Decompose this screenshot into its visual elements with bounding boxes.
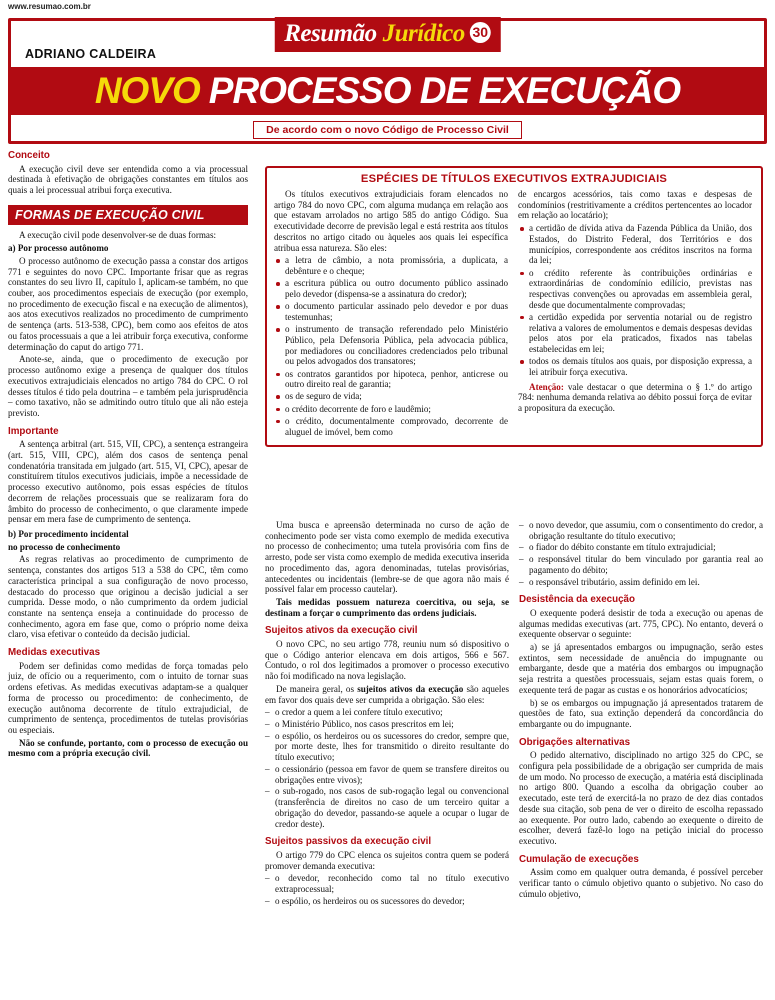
attention-text: vale destacar o que determina o § 1.º do artigo 784: nenhuma demanda relativa ao débito possui força de evitar a propositura da execução. bbox=[518, 381, 752, 414]
box-columns bbox=[274, 189, 754, 439]
sujeitos-passivos-list-cont bbox=[519, 520, 763, 587]
issue-number: 30 bbox=[470, 22, 491, 43]
list-item: todos os demais títulos aos quais, por disposição expressa, a lei atribuir força executiva. bbox=[518, 356, 752, 377]
main-title bbox=[11, 67, 764, 115]
section-conceito-title: Conceito bbox=[8, 150, 50, 161]
section-obrigacoes-title: Obrigações alternativas bbox=[519, 736, 631, 748]
formas-a-p2: Anote-se, ainda, que o procedimento de execução por processo autônomo exige a presença de qualquer dos títulos executivos extrajudiciais elencados no artigo 784 do CPC. O rol desses títulos é tido pela doutrina – e também pela jurisprudência – como taxativo, não se admitindo outro título que ali não esteja previsto. bbox=[8, 354, 248, 418]
formas-intro: A execução civil pode desenvolver-se de duas formas: bbox=[19, 230, 217, 241]
section-medidas-p1: Podem ser definidas como medidas de força tomadas pelo juiz, de ofício ou a requerimento, com o intuito de tornar suas ordens efetivas. As medidas executivas adaptam-se a qualquer forma de processo ou procedimento: de conhecimento, de execução autônoma decorrente de título extrajudicial, de cumprimento de sentença, procedimentos de tutelas provisórias ou especiais. bbox=[8, 660, 248, 736]
section-medidas-title: Medidas executivas bbox=[8, 647, 101, 659]
band-formas-execucao: FORMAS DE EXECUÇÃO CIVIL bbox=[8, 205, 248, 226]
list-item: o documento particular assinado pelo devedor e por duas testemunhas; bbox=[274, 301, 508, 322]
desistencia-item-b: b) se os embargos ou impugnação já apresentados tratarem de questões de fato, sua extinção dependerá da concordância do embargante ou do impugnante. bbox=[519, 697, 763, 730]
sujeitos-ativos-p2-post: são aqueles em favor dos quais deve ser cumprida a obrigação. São eles: bbox=[265, 683, 510, 705]
list-item: a letra de câmbio, a nota promissória, a duplicata, a debênture e o cheque; bbox=[274, 255, 508, 276]
list-item: o crédito decorrente de foro e laudêmio; bbox=[274, 404, 508, 415]
right-column bbox=[519, 520, 763, 907]
box-column-right bbox=[518, 189, 752, 439]
masthead bbox=[8, 18, 767, 144]
section-desistencia-title: Desistência da execução bbox=[519, 594, 635, 606]
cumulacao-p1: Assim como em qualquer outra demanda, é possível perceber verificar tanto o cúmulo objetivo quanto o subjetivo. No caso do cúmulo objetivo, bbox=[519, 867, 763, 899]
sujeitos-ativos-p2-bold: sujeitos ativos da execução bbox=[357, 683, 464, 694]
section-cumulacao-title: Cumulação de execuções bbox=[519, 853, 639, 865]
list-item: os contratos garantidos por hipoteca, penhor, anticrese ou outro direito real de garantia; bbox=[274, 369, 508, 390]
section-conceito-p1: A execução civil deve ser entendida como a via processual destinada à efetivação de obrigações constantes em títulos aos quais a lei processual atribui força executiva. bbox=[8, 163, 248, 195]
list-item: – o novo devedor, que assumiu, com o consentimento do credor, a obrigação resultante do título executivo; bbox=[519, 520, 763, 541]
formas-b-heading-2: no processo de conhecimento bbox=[8, 541, 121, 552]
list-item: – o espólio, os herdeiros ou os sucessores do credor, sempre que, por morte deste, lhes for transmitido o direito resultante do título executivo; bbox=[265, 731, 509, 763]
author-name: ADRIANO CALDEIRA bbox=[25, 47, 157, 61]
mid-p2: Tais medidas possuem natureza coercitiva, ou seja, se destinam a forçar o cumprimento das ordens judiciais. bbox=[265, 597, 509, 618]
box-intro: Os títulos executivos extrajudiciais foram elencados no artigo 784 do novo CPC, com alguma mudança em relação aos que estavam arrolados no artigo 585 do antigo Código. Sua executividade decorre de previsão legal e está restrita aos títulos descritos no artigo citado ou àqueles aos quais lei específica atribua essa natureza. São eles: bbox=[274, 189, 508, 253]
sujeitos-passivos-list bbox=[265, 873, 509, 906]
section-importante-title: Importante bbox=[8, 425, 59, 437]
list-item: o instrumento de transação referendado pelo Ministério Público, pela Defensoria Pública, pela advocacia pública, por mediadores ou conciliadores credenciados pelo tribunal ou pelos advogados dos transatores; bbox=[274, 324, 508, 367]
list-item: – o Ministério Público, nos casos prescritos em lei; bbox=[265, 719, 509, 730]
box-items-left bbox=[274, 255, 508, 437]
list-item: – o fiador do débito constante em título extrajudicial; bbox=[519, 542, 763, 553]
sujeitos-ativos-p1: O novo CPC, no seu artigo 778, reuniu num só dispositivo o que o Código anterior elencava em dois artigos, 566 e 567. Contudo, o rol dos legitimados a promover o processo executivo não foi modificado na nova legislação. bbox=[265, 639, 509, 682]
list-item: – o responsável titular do bem vinculado por garantia real ao pagamento do débito; bbox=[519, 554, 763, 575]
left-column bbox=[8, 150, 248, 996]
title-part-1: NOVO bbox=[94, 70, 200, 111]
sujeitos-passivos-p1: O artigo 779 do CPC elenca os sujeitos contra quem se poderá promover demanda executiva: bbox=[265, 849, 509, 871]
list-item: – o cessionário (pessoa em favor de quem se transfere direitos ou obrigações entre vivos); bbox=[265, 764, 509, 785]
box-column-left bbox=[274, 189, 508, 439]
brand-word-1: Resumão bbox=[284, 20, 377, 47]
subtitle-wrap bbox=[11, 121, 764, 139]
subtitle-badge: De acordo com o novo Código de Processo Civil bbox=[253, 121, 522, 139]
titulos-executivos-box bbox=[265, 166, 763, 447]
list-item: os de seguro de vida; bbox=[274, 391, 508, 402]
brand-logo bbox=[274, 17, 500, 52]
box-title: ESPÉCIES DE TÍTULOS EXECUTIVOS EXTRAJUDICIAIS bbox=[360, 173, 668, 185]
box-item-continuation: de encargos acessórios, tais como taxas e despesas de condomínios (restritivamente a créditos pertencentes ao locador em relação ao locatário); bbox=[518, 189, 752, 221]
list-item: – o responsável tributário, assim definido em lei. bbox=[519, 577, 763, 588]
attention-label: Atenção: bbox=[529, 381, 564, 392]
sujeitos-ativos-list bbox=[265, 707, 509, 829]
lower-columns bbox=[265, 520, 763, 907]
mid-p1: Uma busca e apreensão determinada no curso de ação de conhecimento pode ser vista como exemplo de medida executiva no processo de conhecimento; uma tutela provisória com fins de arresto, pode ser vista como exemplo de medida executiva inserida no procedimento das, agora denominadas, tutelas provisórias, antecedentes ou incidentais (lembre-se de que agora não mais é possível falar em processo cautelar). bbox=[265, 520, 509, 595]
obrigacoes-p1: O pedido alternativo, disciplinado no artigo 325 do CPC, se configura pela possibilidade de a obrigação ser cumprida de mais de um modo. No processo de execução, a matéria está disciplinada no artigo 800. Quando a escolha da obrigação couber ao executado, este terá de exercitá-la no prazo de dez dias contados desde sua citação, sob pena de ver o direito de escolha repassado ao exequente. Por outro lado, cabendo ao exequente o direito de escolher, deverá fazê-lo logo na petição inicial do processo executivo. bbox=[519, 750, 763, 847]
formas-b-heading-1: b) Por procedimento incidental bbox=[8, 528, 129, 539]
box-attention bbox=[518, 382, 752, 414]
list-item: a escritura pública ou outro documento público assinado pelo devedor (dispensa-se a assinatura do credor); bbox=[274, 278, 508, 299]
list-item: – o credor a quem a lei confere título executivo; bbox=[265, 707, 509, 718]
list-item: – o devedor, reconhecido como tal no título executivo extraprocessual; bbox=[265, 873, 509, 894]
list-item: a certidão expedida por serventia notarial ou de registro relativa a valores de emolumentos e demais despesas devidas pelos atos por ela praticados, fixados nas tabelas estabelecidas em lei; bbox=[518, 312, 752, 355]
list-item: o crédito, documentalmente comprovado, decorrente de aluguel de imóvel, bem como bbox=[274, 416, 508, 437]
site-url: www.resumao.com.br bbox=[8, 2, 91, 11]
middle-column bbox=[265, 520, 509, 907]
section-medidas-p2: Não se confunde, portanto, com o processo de execução ou mesmo com a própria execução civil. bbox=[8, 737, 248, 759]
box-items-right bbox=[518, 223, 752, 378]
brand-word-2: Jurídico bbox=[382, 20, 465, 47]
list-item: a certidão de dívida ativa da Fazenda Pública da União, dos Estados, do Distrito Federal, dos Territórios e dos municípios, correspondente aos créditos inscritos na forma da lei; bbox=[518, 223, 752, 266]
list-item: – o espólio, os herdeiros ou os sucessores do devedor; bbox=[265, 896, 509, 907]
formas-a-heading: a) Por processo autônomo bbox=[8, 243, 109, 254]
formas-a-p1: O processo autônomo de execução passa a constar dos artigos 771 e seguintes do novo CPC. Importante frisar que as regras constantes do seu livro II, capítulo I, aplicam-se também, no que couber, aos procedimentos especiais de execução (por exemplo, no procedimento de execução fiscal e na execução de alimentos), aos atos executivos realizados no procedimento de cumprimento de sentença (arts. 513-538, CPC), bem como aos efeitos de atos ou fatos processuais a que a lei atribuir força executiva, conforme determinação do caput do artigo 771. bbox=[8, 255, 248, 352]
list-item: o crédito referente às contribuições ordinárias e extraordinárias de condomínio edilício, previstas nas respectivas convenções ou aprovadas em assembleia geral, desde que documentalmente comprovadas; bbox=[518, 268, 752, 311]
sujeitos-ativos-p2 bbox=[265, 684, 509, 705]
desistencia-p1: O exequente poderá desistir de toda a execução ou apenas de algumas medidas executivas (art. 775, CPC). No entanto, deverá o exequente observar o seguinte: bbox=[519, 607, 763, 640]
formas-b-p1: As regras relativas ao procedimento de cumprimento de sentença, constantes dos artigos 513 a 538 do CPC, têm como característica principal a sua configuração de novo processo, destacado do processo que originou a decisão judicial a ser cumprida. Desse modo, o não cumprimento da ordem judicial constante na sentença enseja a continuidade do processo de conhecimento, agora em fase que, como o próprio nome deixa claro, visa efetivar o conteúdo da decisão judicial. bbox=[8, 554, 248, 640]
section-sujeitos-ativos-title: Sujeitos ativos da execução civil bbox=[265, 625, 418, 637]
title-part-2: PROCESSO DE EXECUÇÃO bbox=[208, 70, 681, 111]
sujeitos-ativos-p2-pre: De maneira geral, os bbox=[276, 683, 358, 694]
section-sujeitos-passivos-title: Sujeitos passivos da execução civil bbox=[265, 836, 432, 848]
list-item: – o sub-rogado, nos casos de sub-rogação legal ou convencional (transferência de direitos no caso de um terceiro quitar a obrigação do devedor, passando-se aquele a ocupar o lugar de credor deste). bbox=[265, 786, 509, 829]
desistencia-item-a: a) se já apresentados embargos ou impugnação, serão estes extintos, sem necessidade de anuência do impugnante ou embargante, desde que a matéria dos embargos ou impugnação seja restrita a questões processuais, sejam estas quais forem, o exequente terá de pagar as custas e os honorários advocatícios; bbox=[519, 642, 763, 695]
section-importante-p1: A sentença arbitral (art. 515, VII, CPC), a sentença estrangeira (art. 515, VIII, CPC), além dos casos de sentença penal condenatória transitada em julgado (art. 515, VI, CPC), apesar de constituírem títulos executivos judiciais, impõe a necessidade de processo executivo autônomo, pois essas espécies de títulos decorrem de relações processuais que se realizaram fora do âmbito do processo de conhecimento, o que claramente impede pensar em mera fase de cumprimento de sentença. bbox=[8, 439, 248, 525]
